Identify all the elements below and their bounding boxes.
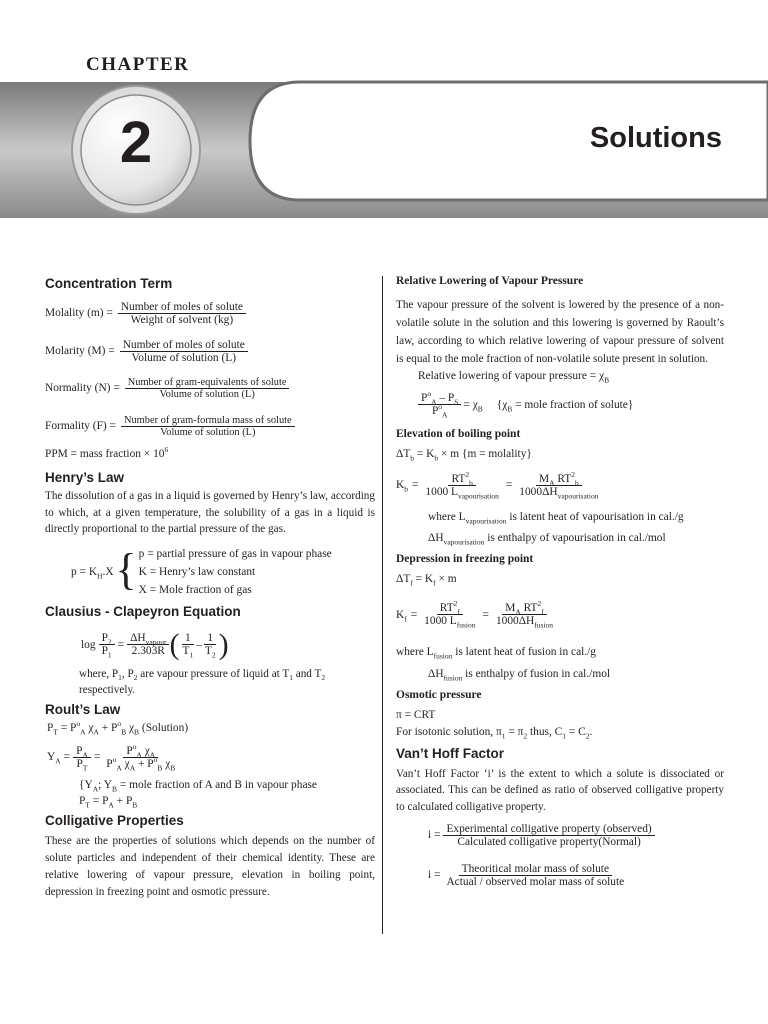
molarity-label: Molarity (M) =: [45, 345, 115, 357]
roult-heading: Roult’s Law: [45, 701, 121, 717]
elevation-heading: Elevation of boiling point: [396, 427, 521, 440]
henry-def-p: p = partial pressure of gas in vapour phase: [138, 547, 332, 560]
henry-heading: Henry’s Law: [45, 470, 125, 485]
rlvp-fraction: $\frac{P^o_A - P_S}{P^o_A}$: [418, 392, 461, 417]
clausius-enthalpy-ratio: $\frac{\Delta H_{vapour}}{2.303R}$: [127, 632, 169, 657]
concentration-heading: Concentration Term: [45, 276, 173, 291]
chapter-label: CHAPTER: [86, 54, 190, 75]
ppm-text: PPM = mass fraction × 10: [45, 448, 165, 460]
osmotic-equation: π = CRT: [396, 708, 436, 721]
molarity-formula: [45, 332, 375, 370]
vanthoff-formula-observed: i = $\frac{\text{Experimental colligative property (observed)}}{\text{Calculated colligative property(Normal)}}$: [428, 815, 724, 855]
formality-fraction: [121, 415, 295, 438]
right-column: [396, 275, 724, 895]
depression-where-enthalpy: $\Delta H_{fusion}$ is enthalpy of fusion in cal./mol: [428, 667, 611, 682]
isotonic-line: For isotonic solution, $\pi_1 = \pi_2$ thus, $C_1 = C_2$.: [396, 726, 593, 741]
clausius-inverse-t1: $\frac{1}{T_1}$: [182, 632, 194, 660]
clausius-pressure-ratio: $\frac{P_2}{P_1}$: [99, 632, 115, 657]
chapter-title: Solutions: [589, 122, 722, 154]
roult-mole-note: {$Y_A$; $Y_B$ = mole fraction of A and B in vapour phase: [79, 779, 317, 794]
normality-fraction: [125, 377, 290, 400]
henry-def-x: X = Mole fraction of gas: [138, 583, 252, 596]
vanthoff-heading: Van’t Hoff Factor: [396, 745, 505, 761]
clausius-inverse-t2: $\frac{1}{T_2}$: [204, 632, 216, 660]
rlvp-formula: $\frac{P^o_A - P_S}{P^o_A}$ = $\chi_B$ {$\chi_B$ = mole fraction of solute}: [418, 386, 724, 424]
henry-def-k: K = Henry’s law constant: [138, 565, 256, 578]
osmotic-heading: Osmotic pressure: [396, 688, 482, 701]
roult-equation: $P_T = P^o_A$ $\chi_A + P^o_B$ $\chi_B$ (Solution): [47, 718, 189, 736]
normality-denominator: Volume of solution (L): [159, 388, 255, 400]
ppm-formula: [45, 446, 375, 466]
molarity-denominator: Volume of solution (L): [131, 351, 237, 364]
roult-total-pressure: $P_T = P_A + P_B$: [79, 795, 138, 810]
henry-formula-lhs: $p = K_H.X$: [71, 565, 114, 580]
formality-numerator: Number of gram-formula mass of solute: [121, 415, 295, 427]
normality-label: Normality (N) =: [45, 382, 120, 394]
kb-formula: $K_b$ = $\frac{RT^2_b}{1000 L_{vapourisation}}$ = $\frac{M_A RT^2_b}{1000\Delta H_{vapourisation}}$: [396, 469, 599, 500]
henry-definitions: [139, 545, 332, 599]
molality-numerator: Number of moles of solute: [118, 301, 246, 314]
column-divider: [382, 276, 383, 934]
ppm-exponent: 6: [164, 445, 169, 455]
depression-equation: $\Delta T_f = K_f \times m$: [396, 573, 457, 588]
rlvp-line: Relative lowering of vapour pressure = $\chi_B$: [418, 370, 610, 385]
depression-where-latent: where $L_{fusion}$ is latent heat of fusion in cal./g: [396, 645, 597, 660]
elevation-where-enthalpy: $\Delta H_{vapourisation}$ is enthalpy of vapourisation in cal./mol: [428, 532, 666, 547]
normality-formula: [45, 370, 375, 406]
left-column: [45, 276, 375, 901]
molality-denominator: Weight of solvent (kg): [130, 313, 234, 326]
molality-fraction: [118, 301, 246, 326]
roult-vapour-fraction: $Y_A$ = $\frac{P_A}{P_T}$ = $\frac{P^o_A \chi_A}{P^o_A \chi_A + P^o_B \chi_B}$: [47, 741, 176, 772]
elevation-equation: $\Delta T_b = K_b \times m$ {m = molality}: [396, 447, 532, 462]
formality-formula: [45, 406, 375, 446]
kf-formula: $K_f$ = $\frac{RT^2_f}{1000 L_{fusion}}$ = $\frac{M_A RT^2_f}{1000\Delta H_{fusion}}$: [396, 599, 554, 630]
elevation-where-latent: where $L_{vapourisation}$ is latent heat of vapourisation in cal./g: [428, 511, 684, 526]
colligative-text: These are the properties of solutions which depends on the number of solute particles and independent of their chemical identity. These are relative lowering of vapour pressure, elevation in boiling point, depression in freezing point and osmotic pressure.: [45, 834, 375, 898]
rlvp-heading: Relative Lowering of Vapour Pressure: [396, 275, 584, 287]
molarity-fraction: [120, 339, 248, 364]
clausius-heading: Clausius - Clapeyron Equation: [45, 603, 241, 619]
formality-label: Formality (F) =: [45, 420, 116, 432]
rlvp-text: The vapour pressure of the solvent is lowered by the presence of a non-volatile solute in the solution and this lowering is governed by Raoult’s law, according to which relative lowering of vapour pressure of solvent is equal to the mole fraction of non-volatile solute present in solution.: [396, 299, 724, 365]
normality-numerator: Number of gram-equivalents of solute: [125, 377, 290, 389]
vanthoff-text: Van’t Hoff Factor ‘i’ is the extent to which a solute is dissociated or associated. This can be defined as ratio of observed colligative property to calculated colligative property.: [396, 767, 724, 813]
depression-heading: Depression in freezing point: [396, 553, 534, 565]
molality-formula: [45, 294, 375, 332]
vanthoff-formula-molar: i = $\frac{\text{Theoritical molar mass of solute}}{\text{Actual / observed molar mass of solute}}$: [428, 862, 625, 888]
clausius-where: where, $P_1$, $P_2$ are vapour pressure of liquid at $T_1$ and $T_2$ respectively.: [79, 667, 326, 696]
molarity-numerator: Number of moles of solute: [120, 339, 248, 352]
clausius-formula: log $\frac{P_2}{P_1}$ = $\frac{\Delta H_{vapour}}{2.303R}$ ( $\frac{1}{T_1}$ – $\frac{1}{T_2}$ ): [81, 627, 229, 661]
formality-denominator: Volume of solution (L): [160, 426, 256, 438]
henry-text: The dissolution of a gas in a liquid is governed by Henry’s law, according to which, at a given temperature, the solubility of a gas in a liquid is directly proportional to the partial pressure of the gas.: [45, 490, 375, 535]
henry-formula: [45, 544, 375, 600]
chapter-number: 2: [119, 110, 153, 175]
henry-brace: {: [115, 544, 137, 594]
molality-label: Molality (m) =: [45, 307, 113, 319]
colligative-heading: Colligative Properties: [45, 812, 184, 828]
chapter-header: [0, 0, 768, 220]
